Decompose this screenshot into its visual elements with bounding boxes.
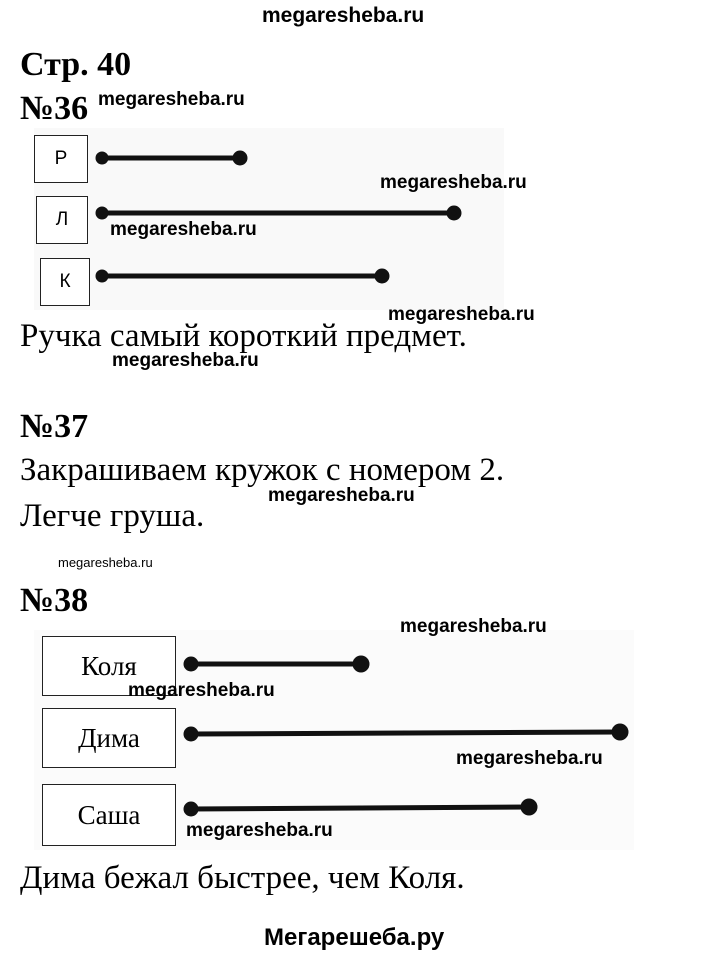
watermark: megaresheba.ru — [456, 748, 603, 769]
line-k-end — [377, 271, 387, 281]
task38-number: №38 — [20, 582, 89, 619]
watermark: megaresheba.ru — [110, 219, 257, 240]
watermark: megaresheba.ru — [400, 616, 547, 637]
watermark: megaresheba.ru — [186, 820, 333, 841]
line-sasha-end — [523, 801, 535, 813]
watermark: megaresheba.ru — [388, 304, 535, 325]
line-dima-start — [186, 729, 196, 739]
task36-answer: Ручка самый короткий предмет. — [20, 318, 467, 354]
task36-number: №36 — [20, 90, 89, 127]
watermark: megaresheba.ru — [58, 555, 153, 570]
watermark: megaresheba.ru — [380, 172, 527, 193]
task36-label-l: Л — [36, 196, 88, 244]
task36-label-r: Р — [34, 135, 88, 183]
task38-name-sasha: Саша — [42, 784, 176, 846]
task38-name-kolya: Коля — [42, 636, 176, 696]
line-l-end — [449, 208, 459, 218]
task38-answer: Дима бежал быстрее, чем Коля. — [20, 860, 465, 896]
line-sasha-start — [186, 804, 196, 814]
line-l-start — [98, 209, 106, 217]
line-kolya-start — [186, 659, 196, 669]
page-title: Стр. 40 — [20, 46, 132, 83]
watermark: megaresheba.ru — [98, 89, 245, 110]
site-header: megaresheba.ru — [262, 4, 425, 27]
task37-line1: Закрашиваем кружок с номером 2. — [20, 452, 505, 488]
footer-brand: Мегарешеба.ру — [264, 924, 445, 951]
line-r-start — [98, 154, 106, 162]
line-k-start — [98, 272, 106, 280]
task37-number: №37 — [20, 408, 89, 445]
line-kolya-end — [355, 658, 367, 670]
watermark: megaresheba.ru — [112, 350, 259, 371]
task38-name-dima: Дима — [42, 708, 176, 768]
line-dima — [191, 732, 620, 734]
line-r-end — [235, 153, 245, 163]
line-dima-end — [614, 726, 626, 738]
watermark: megaresheba.ru — [268, 485, 415, 506]
line-sasha — [191, 807, 529, 809]
task36-label-k: К — [40, 258, 90, 306]
watermark: megaresheba.ru — [128, 680, 275, 701]
task37-line2: Легче груша. — [20, 498, 205, 534]
